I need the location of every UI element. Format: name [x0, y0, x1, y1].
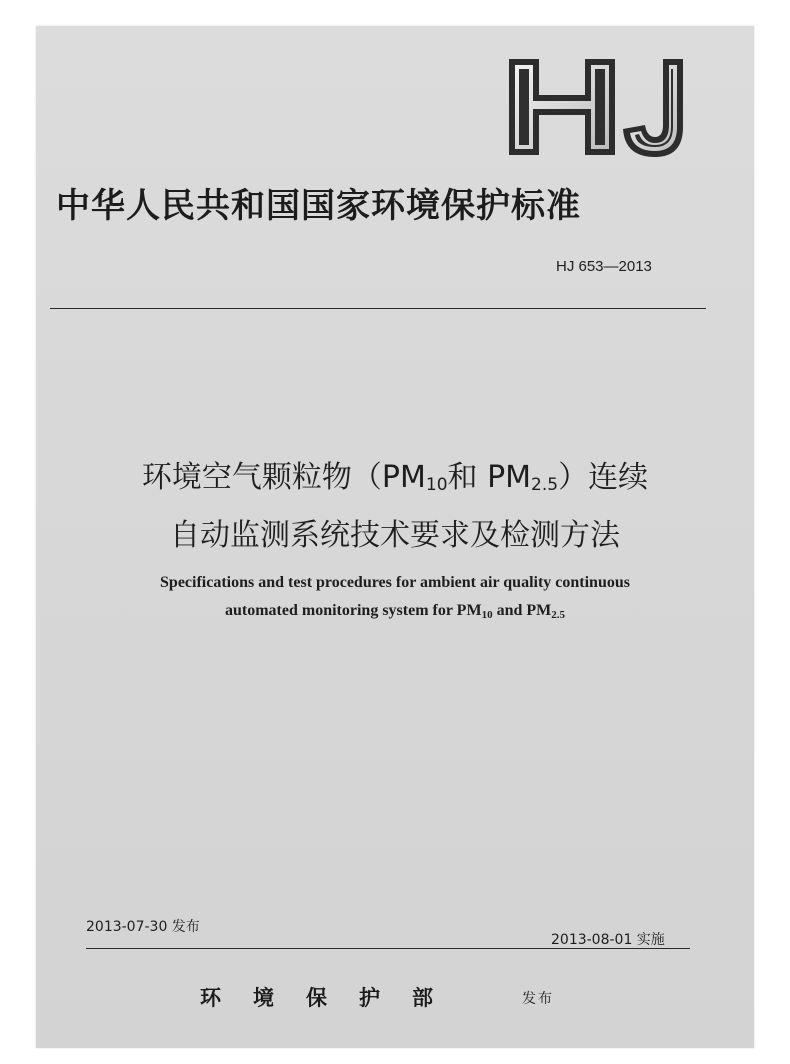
chinese-title-text: 和 PM: [447, 460, 532, 495]
logo-letter-j: [623, 59, 683, 157]
english-title-text: and PM: [492, 602, 552, 619]
chinese-title-line-2: 自动监测系统技术要求及检测方法: [170, 518, 620, 553]
chinese-title-line-1: [36, 452, 754, 496]
subscript-2-5: 2.5: [531, 475, 559, 495]
hj-logo: [505, 55, 690, 160]
subscript-10: 10: [425, 475, 448, 495]
header-divider: [50, 308, 706, 309]
logo-letter-h: [509, 59, 615, 155]
issuing-ministry: 环境保护部: [200, 985, 465, 1010]
subscript-10: 10: [481, 609, 493, 621]
english-title-line-2: [36, 602, 754, 620]
issue-date: 2013-07-30 发布: [86, 919, 200, 935]
english-title-line-1: Specifications and test procedures for ambient air quality continuous: [160, 574, 630, 591]
footer-divider: [86, 948, 690, 949]
ministry-publish-label: 发布: [522, 991, 554, 1007]
chinese-title-text: ）连续: [558, 460, 649, 495]
subscript-2-5: 2.5: [551, 609, 565, 621]
implementation-date: 2013-08-01 实施: [551, 932, 665, 948]
chinese-title-text: 环境空气颗粒物（PM: [141, 460, 426, 495]
english-title-text: automated monitoring system for PM: [225, 602, 482, 619]
standard-number: HJ 653—2013: [556, 258, 652, 275]
national-standard-title: 中华人民共和国国家环境保护标准: [56, 186, 581, 226]
